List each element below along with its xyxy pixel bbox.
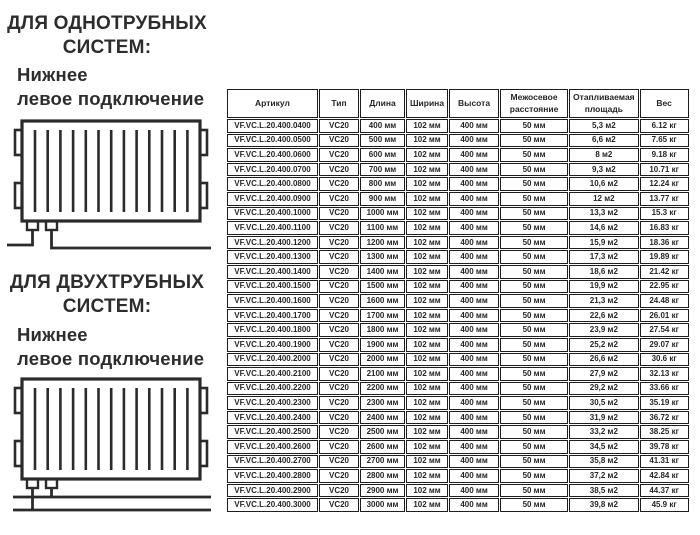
table-cell: 7.65 кг (640, 134, 689, 148)
single-pipe-connection-subtitle (17, 63, 217, 110)
table-cell: 600 мм (360, 148, 405, 162)
table-row (227, 134, 689, 148)
table-cell: 10,6 м2 (569, 177, 639, 191)
table-row (227, 250, 689, 264)
single-pipe-subtitle-line1: Нижнее (17, 64, 88, 85)
table-cell: 400 мм (449, 396, 499, 410)
table-cell: 45.9 кг (640, 498, 689, 512)
table-cell: VF.VC.L.20.400.1900 (227, 338, 318, 352)
table-cell: 1500 мм (360, 280, 405, 294)
table-cell: 24.48 кг (640, 294, 689, 308)
column-header: Межосевое расстояние (500, 89, 568, 118)
table-cell: 50 мм (500, 236, 568, 250)
table-row (227, 411, 689, 425)
table-cell: 1100 мм (360, 221, 405, 235)
table-row (227, 148, 689, 162)
table-cell: 19,9 м2 (569, 280, 639, 294)
table-cell: VC20 (319, 411, 359, 425)
table-cell: 35.19 кг (640, 396, 689, 410)
column-header: Тип (319, 89, 359, 118)
pipe-line-single (7, 230, 211, 248)
table-cell: 400 мм (449, 353, 499, 367)
table-cell: 400 мм (360, 119, 405, 133)
table-cell: 2800 мм (360, 469, 405, 483)
table-cell: 400 мм (449, 265, 499, 279)
table-cell: 9,3 м2 (569, 163, 639, 177)
radiator-diagram-double-pipe (5, 373, 217, 528)
table-cell: 50 мм (500, 294, 568, 308)
table-cell: 2000 мм (360, 353, 405, 367)
table-cell: 26,6 м2 (569, 353, 639, 367)
table-cell: VF.VC.L.20.400.2700 (227, 455, 318, 469)
table-cell: 26.01 кг (640, 309, 689, 323)
table-cell: 400 мм (449, 411, 499, 425)
table-row (227, 265, 689, 279)
table-cell: 50 мм (500, 250, 568, 264)
column-header: Высота (449, 89, 499, 118)
table-cell: 29.07 кг (640, 338, 689, 352)
table-cell: 18,6 м2 (569, 265, 639, 279)
table-cell: 2500 мм (360, 425, 405, 439)
table-cell: VF.VC.L.20.400.1100 (227, 221, 318, 235)
table-cell: 21,3 м2 (569, 294, 639, 308)
table-row (227, 484, 689, 498)
left-panel (0, 0, 222, 535)
table-cell: 50 мм (500, 382, 568, 396)
table-cell: 102 мм (406, 250, 448, 264)
table-cell: 800 мм (360, 177, 405, 191)
table-cell: VC20 (319, 163, 359, 177)
table-cell: 15.3 кг (640, 207, 689, 221)
table-cell: 400 мм (449, 469, 499, 483)
table-cell: 23,9 м2 (569, 323, 639, 337)
table-cell: 50 мм (500, 134, 568, 148)
table-cell: VC20 (319, 309, 359, 323)
table-cell: 50 мм (500, 148, 568, 162)
table-cell: 400 мм (449, 134, 499, 148)
table-cell: 102 мм (406, 119, 448, 133)
table-cell: 400 мм (449, 221, 499, 235)
table-cell: 400 мм (449, 236, 499, 250)
table-cell: 35,8 м2 (569, 455, 639, 469)
table-cell: 102 мм (406, 382, 448, 396)
table-cell: VF.VC.L.20.400.0600 (227, 148, 318, 162)
table-cell: VC20 (319, 177, 359, 191)
table-cell: VF.VC.L.20.400.0800 (227, 177, 318, 191)
table-cell: 102 мм (406, 207, 448, 221)
table-cell: VC20 (319, 148, 359, 162)
single-pipe-subtitle-line2: левое подключение (17, 87, 205, 109)
table-cell: VC20 (319, 236, 359, 250)
table-cell: 1600 мм (360, 294, 405, 308)
table-row (227, 323, 689, 337)
table-cell: 50 мм (500, 221, 568, 235)
table-row (227, 353, 689, 367)
table-row (227, 440, 689, 454)
table-cell: VF.VC.L.20.400.3000 (227, 498, 318, 512)
table-cell: 50 мм (500, 323, 568, 337)
table-row (227, 455, 689, 469)
table-cell: 39.78 кг (640, 440, 689, 454)
table-cell: 400 мм (449, 382, 499, 396)
table-cell: 50 мм (500, 396, 568, 410)
table-cell: 12.24 кг (640, 177, 689, 191)
table-row (227, 119, 689, 133)
table-row (227, 469, 689, 483)
table-cell: VF.VC.L.20.400.1500 (227, 280, 318, 294)
table-cell: 102 мм (406, 469, 448, 483)
table-row (227, 294, 689, 308)
table-cell: 400 мм (449, 323, 499, 337)
table-cell: 102 мм (406, 309, 448, 323)
table-cell: 400 мм (449, 177, 499, 191)
table-cell: 1400 мм (360, 265, 405, 279)
table-cell: 102 мм (406, 163, 448, 177)
table-cell: 15,9 м2 (569, 236, 639, 250)
table-cell: VC20 (319, 280, 359, 294)
table-cell: 31,9 м2 (569, 411, 639, 425)
table-header-row (227, 89, 689, 118)
double-pipe-title-line2: СИСТЕМ: (62, 296, 152, 318)
table-row (227, 236, 689, 250)
table-row (227, 338, 689, 352)
table-cell: 10.71 кг (640, 163, 689, 177)
table-cell: 400 мм (449, 338, 499, 352)
table-cell: 8 м2 (569, 148, 639, 162)
table-row (227, 425, 689, 439)
table-cell: 102 мм (406, 236, 448, 250)
table-row (227, 221, 689, 235)
table-cell: 102 мм (406, 440, 448, 454)
table-cell: VC20 (319, 367, 359, 381)
table-cell: 102 мм (406, 367, 448, 381)
table-row (227, 177, 689, 191)
table-cell: 400 мм (449, 309, 499, 323)
table-cell: 400 мм (449, 207, 499, 221)
table-cell: VF.VC.L.20.400.0900 (227, 192, 318, 206)
table-cell: 102 мм (406, 192, 448, 206)
table-cell: 102 мм (406, 353, 448, 367)
table-cell: 29,2 м2 (569, 382, 639, 396)
table-cell: 400 мм (449, 455, 499, 469)
table-cell: 102 мм (406, 396, 448, 410)
table-cell: VC20 (319, 498, 359, 512)
table-cell: 44.37 кг (640, 484, 689, 498)
table-cell: VC20 (319, 134, 359, 148)
table-cell: 17,3 м2 (569, 250, 639, 264)
table-cell: 400 мм (449, 294, 499, 308)
single-pipe-section-title (0, 12, 214, 61)
table-cell: 50 мм (500, 411, 568, 425)
table-cell: VC20 (319, 192, 359, 206)
table-row (227, 367, 689, 381)
table-cell: 13,3 м2 (569, 207, 639, 221)
column-header: Длина (360, 89, 405, 118)
table-cell: 30,5 м2 (569, 396, 639, 410)
table-cell: 16.83 кг (640, 221, 689, 235)
table-cell: 22,6 м2 (569, 309, 639, 323)
table-cell: 102 мм (406, 498, 448, 512)
table-cell: 50 мм (500, 425, 568, 439)
table-cell: 33.66 кг (640, 382, 689, 396)
table-cell: 34,5 м2 (569, 440, 639, 454)
double-pipe-title-line1: ДЛЯ ДВУХТРУБНЫХ (9, 272, 205, 293)
table-cell: VC20 (319, 440, 359, 454)
table-cell: VF.VC.L.20.400.2400 (227, 411, 318, 425)
table-cell: 102 мм (406, 177, 448, 191)
table-cell: 50 мм (500, 265, 568, 279)
table-row (227, 498, 689, 512)
table-cell: 102 мм (406, 294, 448, 308)
table-cell: 102 мм (406, 484, 448, 498)
table-cell: 1700 мм (360, 309, 405, 323)
table-row (227, 309, 689, 323)
double-pipe-connection-subtitle (17, 323, 217, 370)
table-cell: 400 мм (449, 163, 499, 177)
table-cell: VF.VC.L.20.400.1800 (227, 323, 318, 337)
table-row (227, 207, 689, 221)
table-cell: VF.VC.L.20.400.1400 (227, 265, 318, 279)
table-cell: 9.18 кг (640, 148, 689, 162)
table-cell: 102 мм (406, 455, 448, 469)
table-cell: 2300 мм (360, 396, 405, 410)
table-cell: 50 мм (500, 338, 568, 352)
table-cell: 50 мм (500, 207, 568, 221)
table-row (227, 163, 689, 177)
table-cell: 102 мм (406, 134, 448, 148)
table-cell: 6,6 м2 (569, 134, 639, 148)
table-cell: 19.89 кг (640, 250, 689, 264)
table-cell: 30.6 кг (640, 353, 689, 367)
table-cell: 50 мм (500, 469, 568, 483)
table-cell: 400 мм (449, 484, 499, 498)
table-cell: 50 мм (500, 163, 568, 177)
table-cell: 5,3 м2 (569, 119, 639, 133)
table-cell: 700 мм (360, 163, 405, 177)
radiator-diagram-single-pipe (5, 115, 217, 255)
table-row (227, 192, 689, 206)
table-cell: VF.VC.L.20.400.2500 (227, 425, 318, 439)
table-cell: VC20 (319, 338, 359, 352)
table-cell: 50 мм (500, 280, 568, 294)
table-cell: 50 мм (500, 440, 568, 454)
table-cell: VF.VC.L.20.400.1000 (227, 207, 318, 221)
table-cell: 102 мм (406, 148, 448, 162)
table-cell: VC20 (319, 207, 359, 221)
column-header: Отапливаемая площадь (569, 89, 639, 118)
table-cell: 50 мм (500, 119, 568, 133)
table-cell: 22.95 кг (640, 280, 689, 294)
table-cell: 102 мм (406, 265, 448, 279)
table-cell: VC20 (319, 119, 359, 133)
table-cell: VC20 (319, 323, 359, 337)
table-cell: 50 мм (500, 353, 568, 367)
column-header: Ширина (406, 89, 448, 118)
spec-table (226, 88, 690, 513)
table-cell: VC20 (319, 294, 359, 308)
column-header: Артикул (227, 89, 318, 118)
table-cell: VC20 (319, 396, 359, 410)
table-cell: 400 мм (449, 440, 499, 454)
table-cell: 50 мм (500, 192, 568, 206)
table-cell: 27.54 кг (640, 323, 689, 337)
table-cell: VF.VC.L.20.400.1600 (227, 294, 318, 308)
table-cell: 27,9 м2 (569, 367, 639, 381)
table-cell: VF.VC.L.20.400.0500 (227, 134, 318, 148)
table-cell: 41.31 кг (640, 455, 689, 469)
table-cell: 1800 мм (360, 323, 405, 337)
table-cell: 102 мм (406, 221, 448, 235)
table-cell: 39,8 м2 (569, 498, 639, 512)
table-cell: 38,5 м2 (569, 484, 639, 498)
table-cell: 102 мм (406, 425, 448, 439)
table-cell: 1900 мм (360, 338, 405, 352)
table-cell: 32.13 кг (640, 367, 689, 381)
table-cell: VF.VC.L.20.400.0400 (227, 119, 318, 133)
table-cell: VF.VC.L.20.400.2000 (227, 353, 318, 367)
table-cell: VF.VC.L.20.400.1700 (227, 309, 318, 323)
table-row (227, 396, 689, 410)
table-cell: 400 мм (449, 280, 499, 294)
table-cell: 1200 мм (360, 236, 405, 250)
table-cell: 102 мм (406, 323, 448, 337)
table-cell: 500 мм (360, 134, 405, 148)
table-cell: 50 мм (500, 177, 568, 191)
table-cell: 102 мм (406, 338, 448, 352)
table-cell: VF.VC.L.20.400.0700 (227, 163, 318, 177)
table-cell: 50 мм (500, 498, 568, 512)
table-cell: VF.VC.L.20.400.2900 (227, 484, 318, 498)
table-cell: VC20 (319, 353, 359, 367)
table-cell: VC20 (319, 455, 359, 469)
table-cell: VC20 (319, 382, 359, 396)
table-cell: VF.VC.L.20.400.2100 (227, 367, 318, 381)
spec-table-area (226, 88, 690, 513)
table-cell: 42.84 кг (640, 469, 689, 483)
table-cell: 6.12 кг (640, 119, 689, 133)
table-cell: VC20 (319, 265, 359, 279)
table-cell: 400 мм (449, 148, 499, 162)
table-cell: 102 мм (406, 411, 448, 425)
table-cell: 18.36 кг (640, 236, 689, 250)
double-pipe-subtitle-line2: левое подключение (17, 347, 205, 369)
table-cell: 2600 мм (360, 440, 405, 454)
table-cell: 13.77 кг (640, 192, 689, 206)
table-cell: 400 мм (449, 498, 499, 512)
table-cell: 50 мм (500, 309, 568, 323)
table-cell: 2200 мм (360, 382, 405, 396)
table-cell: VC20 (319, 425, 359, 439)
table-cell: 400 мм (449, 250, 499, 264)
table-cell: 38.25 кг (640, 425, 689, 439)
table-cell: 50 мм (500, 484, 568, 498)
table-cell: 2400 мм (360, 411, 405, 425)
table-cell: 2100 мм (360, 367, 405, 381)
column-header: Вес (640, 89, 689, 118)
table-cell: 102 мм (406, 280, 448, 294)
double-pipe-subtitle-line1: Нижнее (17, 324, 88, 345)
pipe-line-supply (13, 488, 211, 497)
table-cell: 21.42 кг (640, 265, 689, 279)
table-cell: 36.72 кг (640, 411, 689, 425)
table-cell: 400 мм (449, 192, 499, 206)
table-cell: VF.VC.L.20.400.2300 (227, 396, 318, 410)
table-cell: 400 мм (449, 367, 499, 381)
single-pipe-title-line2: СИСТЕМ: (62, 37, 152, 59)
table-cell: 2700 мм (360, 455, 405, 469)
table-row (227, 280, 689, 294)
table-cell: VC20 (319, 484, 359, 498)
pipe-line-return (13, 488, 211, 510)
table-cell: 1300 мм (360, 250, 405, 264)
table-cell: 33,2 м2 (569, 425, 639, 439)
table-cell: 1000 мм (360, 207, 405, 221)
table-cell: 50 мм (500, 455, 568, 469)
table-cell: VF.VC.L.20.400.1200 (227, 236, 318, 250)
table-cell: 25,2 м2 (569, 338, 639, 352)
table-cell: 12 м2 (569, 192, 639, 206)
double-pipe-section-title (0, 271, 214, 320)
table-cell: VF.VC.L.20.400.2200 (227, 382, 318, 396)
table-cell: 50 мм (500, 367, 568, 381)
table-cell: VF.VC.L.20.400.2600 (227, 440, 318, 454)
table-cell: 400 мм (449, 119, 499, 133)
table-cell: VC20 (319, 469, 359, 483)
table-cell: VC20 (319, 250, 359, 264)
table-cell: 400 мм (449, 425, 499, 439)
table-cell: VF.VC.L.20.400.1300 (227, 250, 318, 264)
table-cell: 3000 мм (360, 498, 405, 512)
table-cell: VF.VC.L.20.400.2800 (227, 469, 318, 483)
table-cell: 37,2 м2 (569, 469, 639, 483)
table-cell: 2900 мм (360, 484, 405, 498)
table-cell: 14,6 м2 (569, 221, 639, 235)
table-cell: 900 мм (360, 192, 405, 206)
table-row (227, 382, 689, 396)
single-pipe-title-line1: ДЛЯ ОДНОТРУБНЫХ (7, 13, 207, 34)
table-cell: VC20 (319, 221, 359, 235)
